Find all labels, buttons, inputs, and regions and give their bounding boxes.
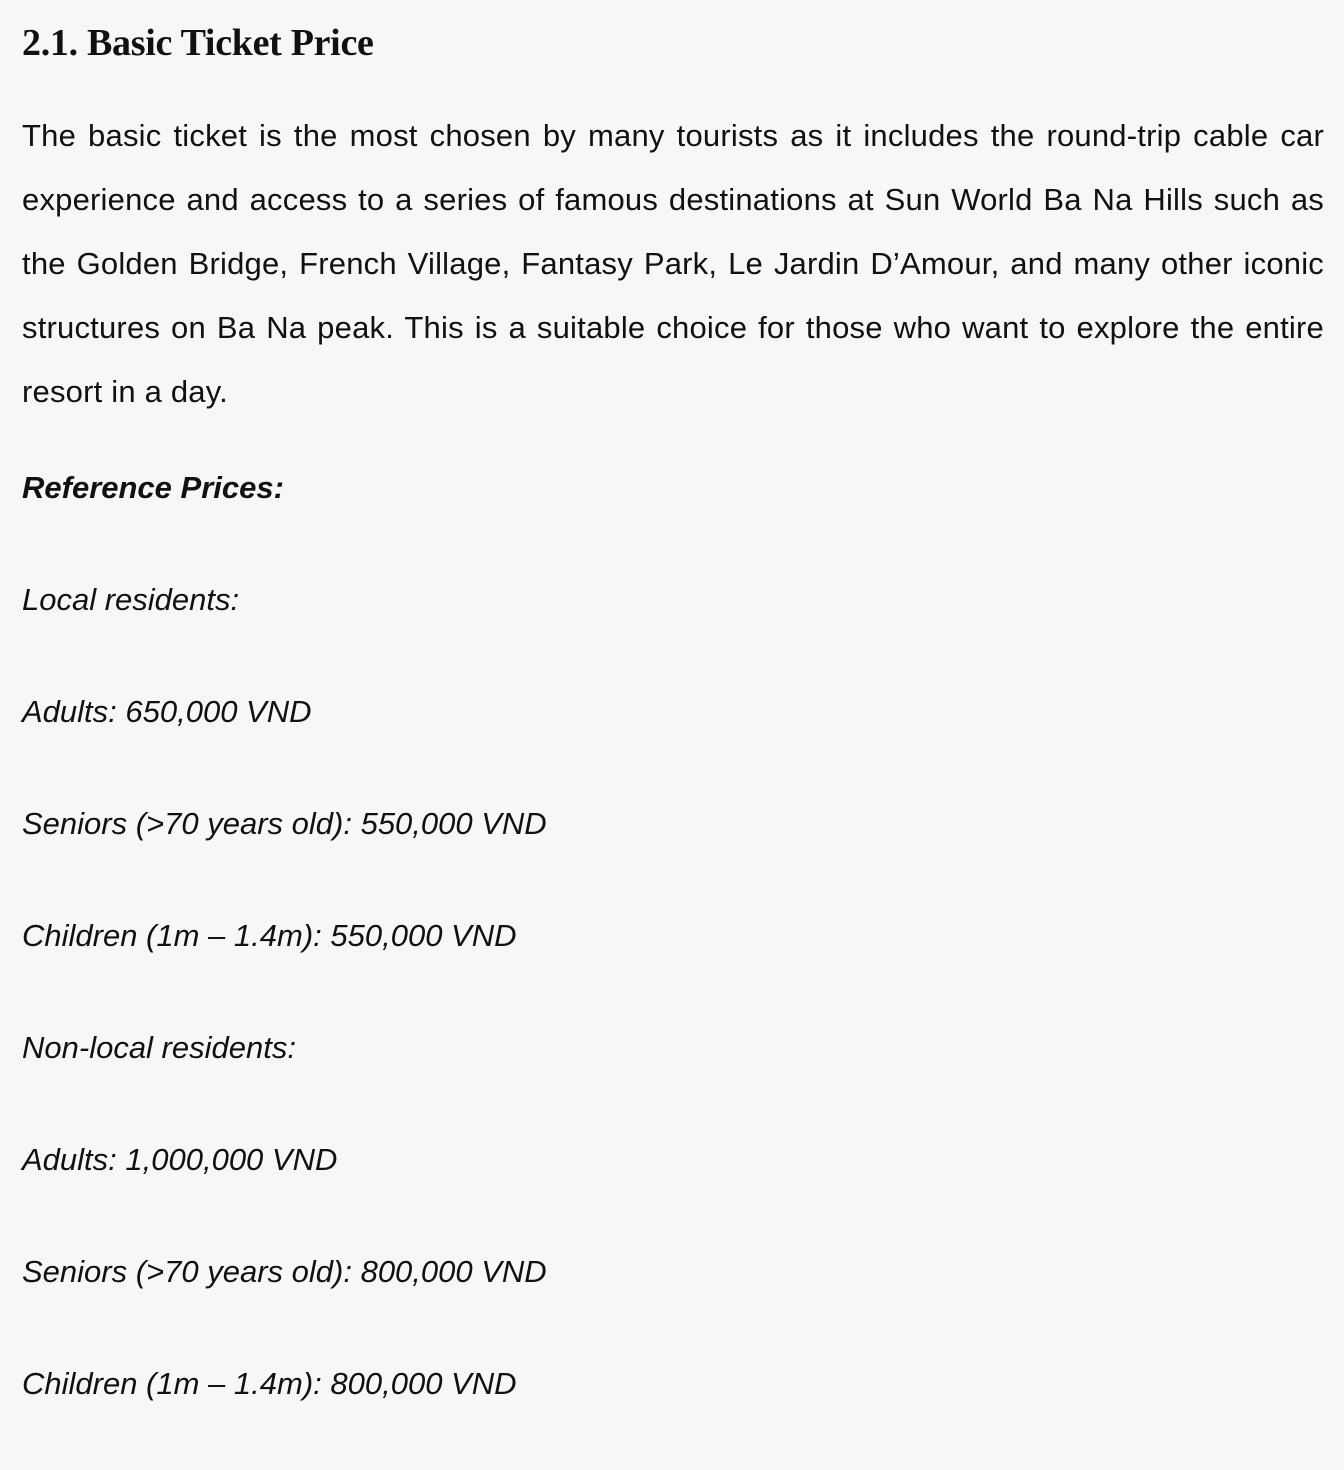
section-heading: 2.1. Basic Ticket Price	[22, 22, 374, 64]
intro-paragraph: The basic ticket is the most chosen by many tourists as it includes the round-trip cable car experience and access to a series of famous destinations at Sun World Ba Na Hills such as the Golden Bridge, French Village, Fantasy Park, Le Jardin D’Amour, and many other iconic structures on Ba Na peak. This is a suitable choice for those who want to explore the entire resort in a day.	[22, 118, 1324, 409]
local-adults-price: Adults: 650,000 VND	[22, 694, 312, 729]
reference-prices-title: Reference Prices:	[22, 470, 284, 505]
local-children-price: Children (1m – 1.4m): 550,000 VND	[22, 918, 517, 953]
nonlocal-seniors-price: Seniors (>70 years old): 800,000 VND	[22, 1254, 547, 1289]
local-residents-heading: Local residents:	[22, 582, 240, 617]
article-section	[22, 18, 1324, 1404]
nonlocal-adults-price: Adults: 1,000,000 VND	[22, 1142, 338, 1177]
nonlocal-residents-heading: Non-local residents:	[22, 1030, 296, 1065]
nonlocal-children-price: Children (1m – 1.4m): 800,000 VND	[22, 1366, 517, 1401]
local-seniors-price: Seniors (>70 years old): 550,000 VND	[22, 806, 547, 841]
reference-prices-list	[22, 468, 1324, 1404]
